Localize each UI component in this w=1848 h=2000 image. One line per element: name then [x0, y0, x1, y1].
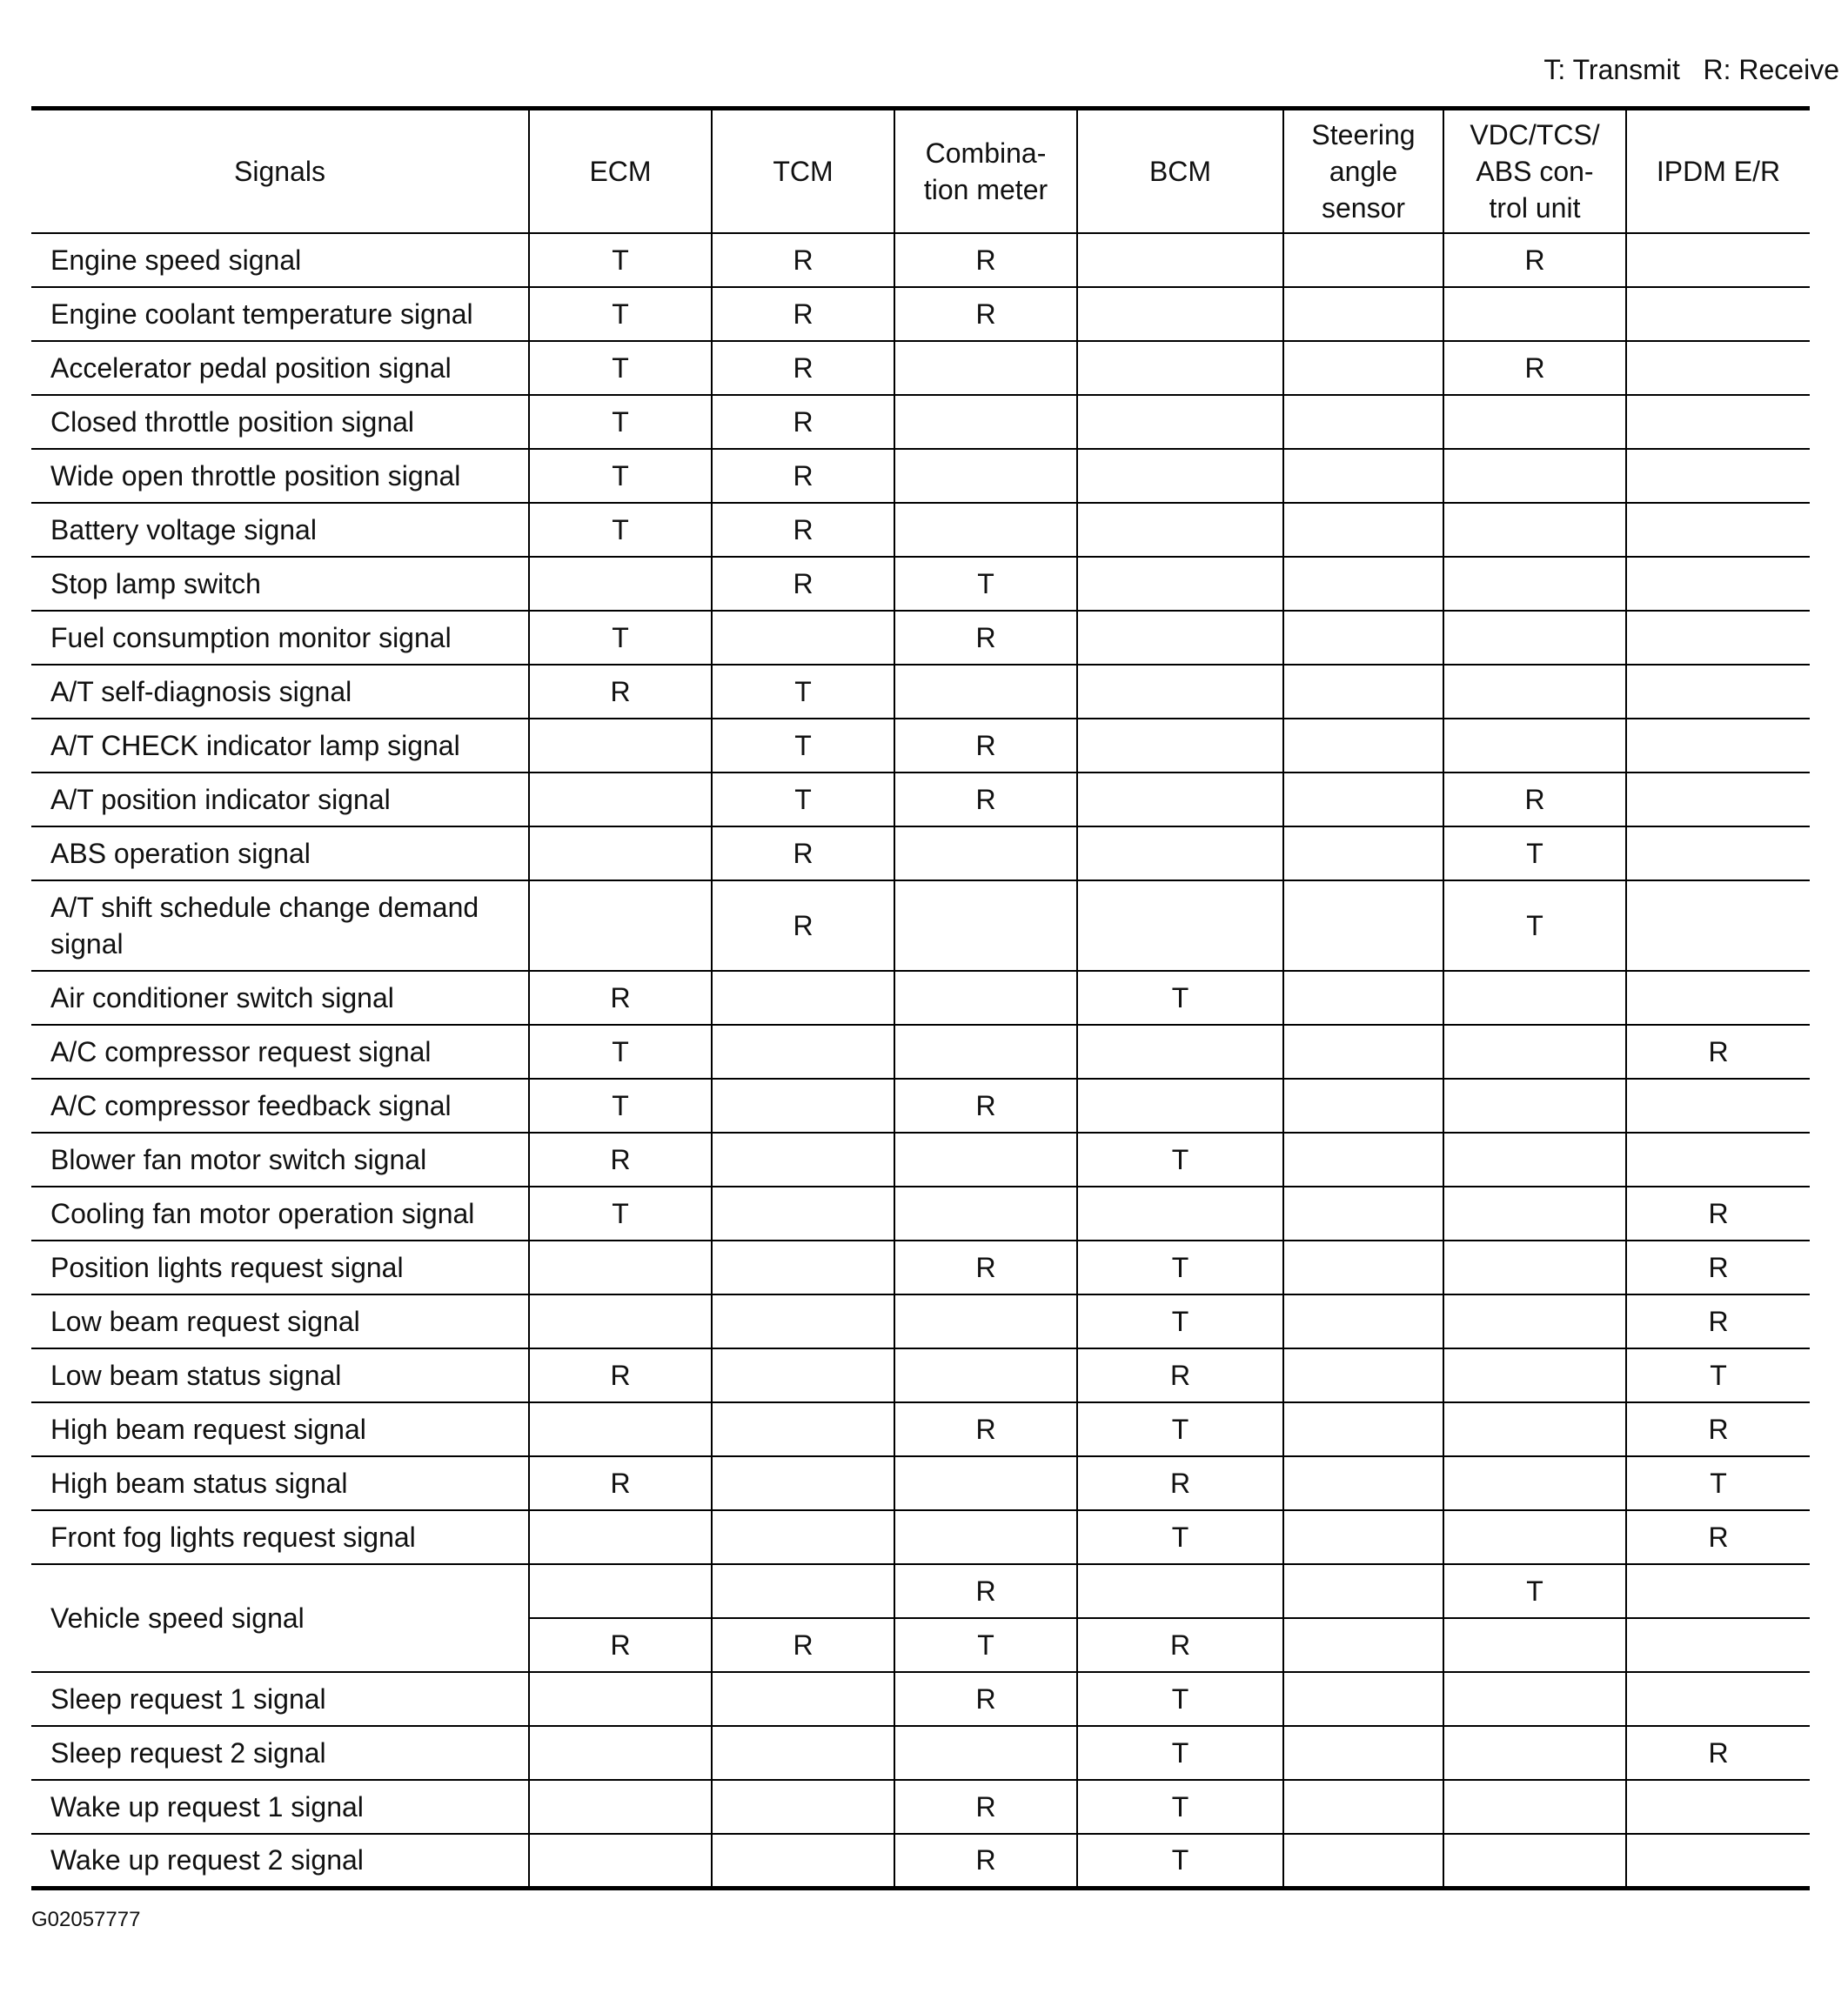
- signal-cell: [1283, 503, 1443, 557]
- signal-cell: [1443, 1456, 1626, 1510]
- signal-cell: R: [894, 1834, 1077, 1888]
- signal-name: A/T self-diagnosis signal: [31, 665, 529, 719]
- signal-cell: [1443, 557, 1626, 611]
- table-row: [31, 1025, 1810, 1079]
- signal-cell: [1626, 880, 1810, 971]
- signal-cell: R: [529, 1618, 712, 1672]
- signal-cell: [1626, 233, 1810, 287]
- signal-cell: [1626, 1834, 1810, 1888]
- signal-cell: [712, 611, 894, 665]
- signal-cell: [1077, 1079, 1283, 1133]
- signal-cell: [894, 1726, 1077, 1780]
- signal-cell: [529, 1834, 712, 1888]
- signal-cell: R: [712, 341, 894, 395]
- signal-cell: [529, 1294, 712, 1348]
- signal-cell: [1443, 665, 1626, 719]
- signal-cell: [1626, 1780, 1810, 1834]
- signal-cell: R: [1443, 233, 1626, 287]
- signal-cell: R: [894, 1564, 1077, 1618]
- header-tcm: TCM: [712, 109, 894, 234]
- table-row: [31, 611, 1810, 665]
- signal-cell: T: [1626, 1456, 1810, 1510]
- header-ipdm-er: IPDM E/R: [1626, 109, 1810, 234]
- signal-name: Vehicle speed signal: [31, 1564, 529, 1672]
- signal-name: A/T CHECK indicator lamp signal: [31, 719, 529, 773]
- table-row: [31, 1456, 1810, 1510]
- table-row: [31, 503, 1810, 557]
- signal-cell: [1077, 287, 1283, 341]
- signal-cell: R: [894, 233, 1077, 287]
- signal-cell: T: [529, 611, 712, 665]
- signal-cell: [1077, 826, 1283, 880]
- signal-cell: R: [1626, 1510, 1810, 1564]
- signal-cell: [1443, 1079, 1626, 1133]
- signal-cell: T: [1077, 1726, 1283, 1780]
- signal-cell: [1077, 557, 1283, 611]
- header-bcm: BCM: [1077, 109, 1283, 234]
- signal-cell: [1443, 1726, 1626, 1780]
- signal-cell: [529, 1564, 712, 1618]
- signal-cell: R: [712, 880, 894, 971]
- signal-cell: [1077, 1187, 1283, 1241]
- signal-cell: R: [1077, 1456, 1283, 1510]
- signal-cell: [712, 1834, 894, 1888]
- signal-cell: R: [1626, 1726, 1810, 1780]
- table-row: [31, 880, 1810, 971]
- signal-cell: [1626, 773, 1810, 826]
- signal-name: A/C compressor feedback signal: [31, 1079, 529, 1133]
- signal-cell: R: [894, 611, 1077, 665]
- signal-cell: [1077, 395, 1283, 449]
- signal-cell: [1283, 1456, 1443, 1510]
- signal-cell: T: [1077, 971, 1283, 1025]
- signal-cell: R: [894, 287, 1077, 341]
- signal-cell: T: [894, 557, 1077, 611]
- signal-cell: [1283, 719, 1443, 773]
- signal-cell: [1443, 1618, 1626, 1672]
- table-row: [31, 719, 1810, 773]
- signal-cell: [529, 773, 712, 826]
- signal-cell: [1283, 341, 1443, 395]
- signal-cell: T: [529, 233, 712, 287]
- signal-cell: [1443, 1834, 1626, 1888]
- signal-name: A/C compressor request signal: [31, 1025, 529, 1079]
- table-row: [31, 1294, 1810, 1348]
- signal-cell: T: [529, 287, 712, 341]
- signal-name: Sleep request 2 signal: [31, 1726, 529, 1780]
- header-row: [31, 109, 1810, 234]
- signal-cell: R: [894, 1780, 1077, 1834]
- signal-cell: R: [529, 1456, 712, 1510]
- signal-cell: T: [529, 395, 712, 449]
- signal-cell: [1077, 449, 1283, 503]
- signal-cell: R: [894, 1402, 1077, 1456]
- table-body: [31, 233, 1810, 1888]
- signal-cell: [529, 880, 712, 971]
- signal-cell: R: [712, 503, 894, 557]
- signal-cell: [1283, 1564, 1443, 1618]
- header-ecm: ECM: [529, 109, 712, 234]
- signal-cell: T: [529, 1025, 712, 1079]
- signal-cell: [1626, 1672, 1810, 1726]
- signal-cell: R: [529, 665, 712, 719]
- signal-cell: [1443, 1025, 1626, 1079]
- signal-cell: [894, 1456, 1077, 1510]
- signal-name: ABS operation signal: [31, 826, 529, 880]
- signal-cell: R: [712, 1618, 894, 1672]
- signal-cell: [1283, 1510, 1443, 1564]
- header-combination-meter: Combina- tion meter: [894, 109, 1077, 234]
- signal-cell: [1077, 1025, 1283, 1079]
- signal-name: Position lights request signal: [31, 1241, 529, 1294]
- signal-cell: R: [529, 1348, 712, 1402]
- signal-name: High beam request signal: [31, 1402, 529, 1456]
- signal-cell: [529, 1780, 712, 1834]
- table-row: [31, 1348, 1810, 1402]
- signal-cell: [1283, 449, 1443, 503]
- signal-cell: R: [712, 233, 894, 287]
- signal-name: Closed throttle position signal: [31, 395, 529, 449]
- table-row: [31, 1834, 1810, 1888]
- signal-cell: [1283, 233, 1443, 287]
- signal-cell: T: [894, 1618, 1077, 1672]
- signal-cell: [1283, 1672, 1443, 1726]
- signal-cell: T: [1077, 1294, 1283, 1348]
- signal-name: A/T position indicator signal: [31, 773, 529, 826]
- legend: T: Transmit R: Receive: [1543, 54, 1839, 85]
- signal-cell: [1283, 1834, 1443, 1888]
- table-row: [31, 1672, 1810, 1726]
- signal-cell: [1283, 1618, 1443, 1672]
- table-row: [31, 1079, 1810, 1133]
- signal-cell: T: [1077, 1672, 1283, 1726]
- signal-cell: [1443, 395, 1626, 449]
- signal-cell: [1443, 1241, 1626, 1294]
- signal-cell: [894, 971, 1077, 1025]
- signal-cell: T: [529, 503, 712, 557]
- signal-cell: T: [1077, 1510, 1283, 1564]
- signal-cell: [1283, 611, 1443, 665]
- signal-name: Engine coolant temperature signal: [31, 287, 529, 341]
- signal-cell: [1283, 1133, 1443, 1187]
- table-row: [31, 1510, 1810, 1564]
- signal-name: Engine speed signal: [31, 233, 529, 287]
- signal-cell: T: [529, 1187, 712, 1241]
- signal-cell: [1443, 1348, 1626, 1402]
- signal-cell: T: [1077, 1133, 1283, 1187]
- signal-cell: [1077, 719, 1283, 773]
- signal-cell: [1283, 880, 1443, 971]
- signal-name: High beam status signal: [31, 1456, 529, 1510]
- signal-cell: [529, 1510, 712, 1564]
- signal-cell: [1077, 773, 1283, 826]
- signal-cell: [529, 826, 712, 880]
- signal-cell: [712, 1241, 894, 1294]
- signal-cell: [1443, 287, 1626, 341]
- signal-cell: [894, 1294, 1077, 1348]
- signal-cell: R: [712, 826, 894, 880]
- signal-cell: [712, 1672, 894, 1726]
- signal-cell: [1626, 826, 1810, 880]
- signal-cell: [712, 971, 894, 1025]
- table-row: [31, 233, 1810, 287]
- signal-cell: [1443, 1187, 1626, 1241]
- signal-cell: [1283, 1079, 1443, 1133]
- signal-cell: [712, 1133, 894, 1187]
- signal-cell: [1077, 880, 1283, 971]
- signal-cell: [529, 1402, 712, 1456]
- signal-cell: [1626, 1079, 1810, 1133]
- signal-cell: [894, 1510, 1077, 1564]
- table-row: [31, 395, 1810, 449]
- signal-cell: T: [1443, 1564, 1626, 1618]
- table-row: [31, 557, 1810, 611]
- signal-cell: [1283, 665, 1443, 719]
- signal-cell: [894, 826, 1077, 880]
- signal-cell: R: [1626, 1402, 1810, 1456]
- table-row: [31, 1780, 1810, 1834]
- signal-cell: R: [712, 449, 894, 503]
- signal-cell: [1626, 1133, 1810, 1187]
- signal-cell: [1283, 1025, 1443, 1079]
- table-row: [31, 971, 1810, 1025]
- signal-cell: [712, 1456, 894, 1510]
- signal-cell: [1443, 503, 1626, 557]
- signal-cell: [712, 1564, 894, 1618]
- table-row: [31, 1564, 1810, 1618]
- signal-cell: T: [1443, 826, 1626, 880]
- signal-cell: [712, 1025, 894, 1079]
- signal-cell: [1283, 557, 1443, 611]
- signal-cell: [1077, 611, 1283, 665]
- signal-cell: R: [1077, 1618, 1283, 1672]
- signal-cell: R: [1077, 1348, 1283, 1402]
- signal-cell: [712, 1079, 894, 1133]
- table-row: [31, 826, 1810, 880]
- header-vdc-tcs-abs-control-unit: VDC/TCS/ ABS con- trol unit: [1443, 109, 1626, 234]
- signal-cell: [1443, 1510, 1626, 1564]
- signal-cell: [1443, 1402, 1626, 1456]
- figure-id: G02057777: [31, 1908, 141, 1931]
- signal-cell: [1283, 826, 1443, 880]
- signal-name: Battery voltage signal: [31, 503, 529, 557]
- signal-cell: [894, 1348, 1077, 1402]
- signal-cell: [712, 1780, 894, 1834]
- signal-cell: [1283, 1187, 1443, 1241]
- table-row: [31, 1402, 1810, 1456]
- signal-cell: R: [1626, 1294, 1810, 1348]
- signal-cell: T: [712, 773, 894, 826]
- signal-cell: [894, 880, 1077, 971]
- signal-cell: [1626, 665, 1810, 719]
- signal-name: Fuel consumption monitor signal: [31, 611, 529, 665]
- signal-cell: R: [894, 1079, 1077, 1133]
- table-row: [31, 1187, 1810, 1241]
- signal-cell: T: [1077, 1241, 1283, 1294]
- signal-cell: R: [1626, 1241, 1810, 1294]
- signal-cell: [1283, 395, 1443, 449]
- signal-name: Blower fan motor switch signal: [31, 1133, 529, 1187]
- signal-cell: T: [1077, 1780, 1283, 1834]
- signal-cell: T: [529, 341, 712, 395]
- signal-cell: [894, 449, 1077, 503]
- signal-cell: [1077, 503, 1283, 557]
- table-row: [31, 287, 1810, 341]
- signal-cell: [1443, 1672, 1626, 1726]
- signal-cell: R: [894, 1672, 1077, 1726]
- signal-cell: [1443, 449, 1626, 503]
- signal-cell: [1283, 1294, 1443, 1348]
- signal-cell: [712, 1348, 894, 1402]
- signal-cell: [1283, 971, 1443, 1025]
- signal-cell: R: [894, 1241, 1077, 1294]
- signal-cell: [1626, 719, 1810, 773]
- signal-cell: [1626, 1564, 1810, 1618]
- signal-cell: [894, 503, 1077, 557]
- signal-name: A/T shift schedule change demand signal: [31, 880, 529, 971]
- table-row: [31, 341, 1810, 395]
- signal-cell: [712, 1726, 894, 1780]
- signal-cell: T: [712, 665, 894, 719]
- signal-name: Stop lamp switch: [31, 557, 529, 611]
- signal-cell: [1626, 503, 1810, 557]
- signal-cell: [1077, 341, 1283, 395]
- table-row: [31, 1133, 1810, 1187]
- header-steering-angle-sensor: Steering angle sensor: [1283, 109, 1443, 234]
- signal-cell: [712, 1294, 894, 1348]
- signal-cell: [529, 719, 712, 773]
- signal-cell: [1283, 1780, 1443, 1834]
- signal-name: Wide open throttle position signal: [31, 449, 529, 503]
- signal-table: [31, 106, 1810, 1890]
- signal-cell: T: [1443, 880, 1626, 971]
- signal-cell: [712, 1510, 894, 1564]
- signal-cell: [712, 1187, 894, 1241]
- signal-cell: T: [1077, 1402, 1283, 1456]
- signal-cell: R: [529, 1133, 712, 1187]
- signal-cell: [894, 1025, 1077, 1079]
- signal-cell: T: [529, 1079, 712, 1133]
- signal-cell: R: [894, 719, 1077, 773]
- signal-cell: [1626, 1618, 1810, 1672]
- signal-cell: [529, 557, 712, 611]
- table-row: [31, 1726, 1810, 1780]
- signal-cell: R: [712, 395, 894, 449]
- signal-cell: [1443, 611, 1626, 665]
- signal-cell: [1626, 341, 1810, 395]
- signal-name: Accelerator pedal position signal: [31, 341, 529, 395]
- table-row: [31, 449, 1810, 503]
- table-row: [31, 665, 1810, 719]
- signal-cell: [1443, 1294, 1626, 1348]
- signal-cell: [1443, 1133, 1626, 1187]
- table-row: [31, 1241, 1810, 1294]
- signal-cell: [1283, 1241, 1443, 1294]
- signal-cell: R: [712, 557, 894, 611]
- signal-cell: [529, 1241, 712, 1294]
- signal-cell: [1443, 971, 1626, 1025]
- signal-cell: T: [712, 719, 894, 773]
- signal-name: Wake up request 2 signal: [31, 1834, 529, 1888]
- signal-cell: [894, 1187, 1077, 1241]
- signal-cell: [1626, 611, 1810, 665]
- signal-cell: [1283, 1726, 1443, 1780]
- signal-cell: [1077, 1564, 1283, 1618]
- signal-cell: [1283, 1348, 1443, 1402]
- signal-cell: [894, 341, 1077, 395]
- signal-cell: T: [529, 449, 712, 503]
- signal-cell: [1626, 287, 1810, 341]
- signal-cell: R: [1626, 1025, 1810, 1079]
- signal-name: Wake up request 1 signal: [31, 1780, 529, 1834]
- signal-cell: [1626, 449, 1810, 503]
- signal-cell: [894, 1133, 1077, 1187]
- signal-cell: [894, 665, 1077, 719]
- signal-cell: T: [1077, 1834, 1283, 1888]
- signal-cell: R: [894, 773, 1077, 826]
- signal-cell: [529, 1726, 712, 1780]
- signal-cell: R: [1626, 1187, 1810, 1241]
- signal-name: Low beam status signal: [31, 1348, 529, 1402]
- signal-cell: [1283, 287, 1443, 341]
- signal-cell: R: [712, 287, 894, 341]
- signal-cell: [529, 1672, 712, 1726]
- signal-cell: [1626, 395, 1810, 449]
- signal-name: Front fog lights request signal: [31, 1510, 529, 1564]
- table-row: [31, 773, 1810, 826]
- signal-name: Sleep request 1 signal: [31, 1672, 529, 1726]
- signal-cell: R: [1443, 773, 1626, 826]
- signal-cell: [1283, 1402, 1443, 1456]
- signal-cell: T: [1626, 1348, 1810, 1402]
- table-header: [31, 109, 1810, 234]
- signal-name: Low beam request signal: [31, 1294, 529, 1348]
- signal-cell: [1443, 1780, 1626, 1834]
- signal-cell: [1443, 719, 1626, 773]
- signal-cell: [1077, 233, 1283, 287]
- signal-cell: [1626, 971, 1810, 1025]
- signal-name: Air conditioner switch signal: [31, 971, 529, 1025]
- signal-cell: [1283, 773, 1443, 826]
- header-signals: Signals: [31, 109, 529, 234]
- signal-cell: [894, 395, 1077, 449]
- signal-cell: R: [1443, 341, 1626, 395]
- signal-cell: [712, 1402, 894, 1456]
- signal-cell: [1626, 557, 1810, 611]
- signal-cell: R: [529, 971, 712, 1025]
- signal-cell: [1077, 665, 1283, 719]
- signal-name: Cooling fan motor operation signal: [31, 1187, 529, 1241]
